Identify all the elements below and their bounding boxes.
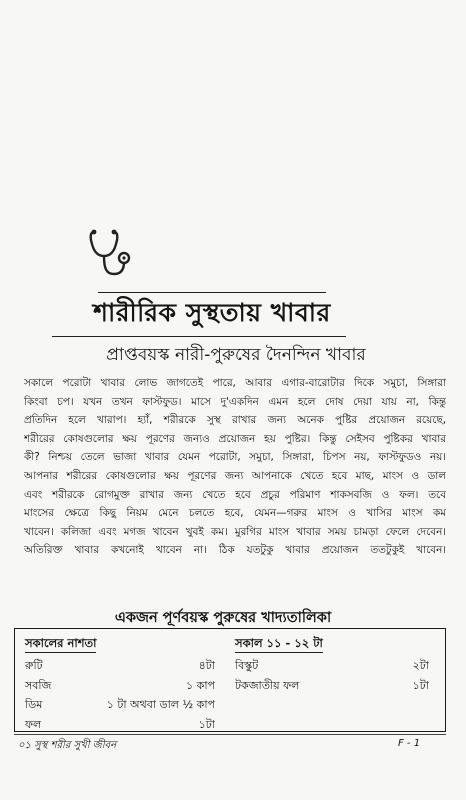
- food-name: রুটি: [25, 659, 43, 672]
- food-qty: ১ টা অথবা ডাল ½ কাপ: [106, 698, 215, 712]
- title-rule-bottom: [52, 336, 346, 337]
- title-rule-top: [98, 292, 326, 293]
- food-qty: ১ কাপ: [186, 678, 215, 692]
- chapter-title: শারীরিক সুস্থতায় খাবার: [93, 298, 331, 327]
- paragraph-line: সকালে পরোটা খাবার লোভ জাগতেই পারে, আবার এগার-বারোটার দিকে সমুচা, সিঙ্গারা: [24, 377, 446, 389]
- stethoscope-icon: [86, 228, 132, 280]
- diet-table-title: একজন পূর্ণবয়স্ক পুরুষের খাদ্যতালিকা: [114, 610, 332, 626]
- table-row: [25, 714, 215, 734]
- page-number: F - 1: [398, 738, 421, 749]
- food-name: ডিম: [25, 698, 43, 712]
- diet-table: [14, 628, 446, 732]
- snack-column: [235, 633, 435, 694]
- table-row: [25, 655, 215, 675]
- paragraph-line: আপনার শরীরের কোষগুলোর ক্ষয় পূরণের জন্য আপনাকে খেতে হবে মাছ, মাংস ও ডাল: [24, 469, 446, 482]
- food-name: সবজি: [25, 678, 52, 692]
- paragraph-line: কিংবা চপ। যখন তখন ফাস্টফুড। মাসে দু'একদিন এমন হলে দোষ দেয়া যায় না, কিন্তু: [24, 395, 446, 408]
- footer-rule: [14, 734, 446, 735]
- section-subtitle: প্রাপ্তবয়স্ক নারী-পুরুষের দৈনন্দিন খাবার: [106, 345, 366, 365]
- table-row: [235, 655, 435, 675]
- breakfast-column: [25, 633, 215, 733]
- paragraph-line: এবং শরীরকে রোগমুক্ত রাখার জন্য খেতে হবে প্রচুর পরিমাণ শাকসবজি ও ফল। তবে: [24, 488, 446, 501]
- food-qty: ৪টা: [198, 659, 215, 672]
- body-paragraph: [24, 374, 446, 560]
- food-qty: ১টা: [412, 678, 429, 692]
- paragraph-line: প্রতিদিন হলে খারাপ। হ্যাঁ, শরীরকে সুস্থ রাখার জন্য অনেক পুষ্টির প্রয়োজন রয়েছে,: [24, 414, 446, 427]
- paragraph-line: কী? নিশ্চয় তেলে ভাজা খাবার যেমন পরোটা, সমুচা, সিঙ্গারা, চিপস নয়, ফাস্টফুডও নয়।: [24, 451, 446, 464]
- food-name: বিস্কুট: [235, 659, 259, 672]
- paragraph-line: শরীরের কোষগুলোর ক্ষয় পূরণের জন্যও প্রয়োজন হয় পুষ্টির। কিন্তু সেইসব পুষ্টিকর খাবার: [24, 432, 446, 445]
- table-row: [235, 675, 435, 695]
- snack-heading: সকাল ১১ - ১২ টা: [235, 634, 323, 653]
- paragraph-line: খাবেন। কলিজা এবং মগজ খাবেন খুবই কম। মুরগির মাংস খাবার সময় চামড়া ফেলে দেবেন।: [24, 525, 446, 538]
- food-qty: ১টা: [198, 717, 215, 731]
- paragraph-line: মাংসের ক্ষেত্রে কিছু নিয়ম মেনে চলতে হবে, যেমন—গরুর মাংস ও খাসির মাংস কম: [24, 507, 446, 520]
- table-row: [25, 675, 215, 695]
- running-footer-title: ০১ সুস্থ শরীর সুখী জীবন: [18, 740, 117, 751]
- table-row: [25, 694, 215, 714]
- food-name: ফল: [25, 717, 42, 731]
- food-qty: ২টা: [412, 659, 429, 672]
- food-name: টকজাতীয় ফল: [235, 678, 300, 692]
- paragraph-line: অতিরিক্ত খাবার কখনোই খাবেন না। ঠিক যতটুকু খাবার প্রয়োজন ততটুকুই খাবেন।: [24, 544, 446, 557]
- breakfast-heading: সকালের নাশতা: [25, 634, 96, 653]
